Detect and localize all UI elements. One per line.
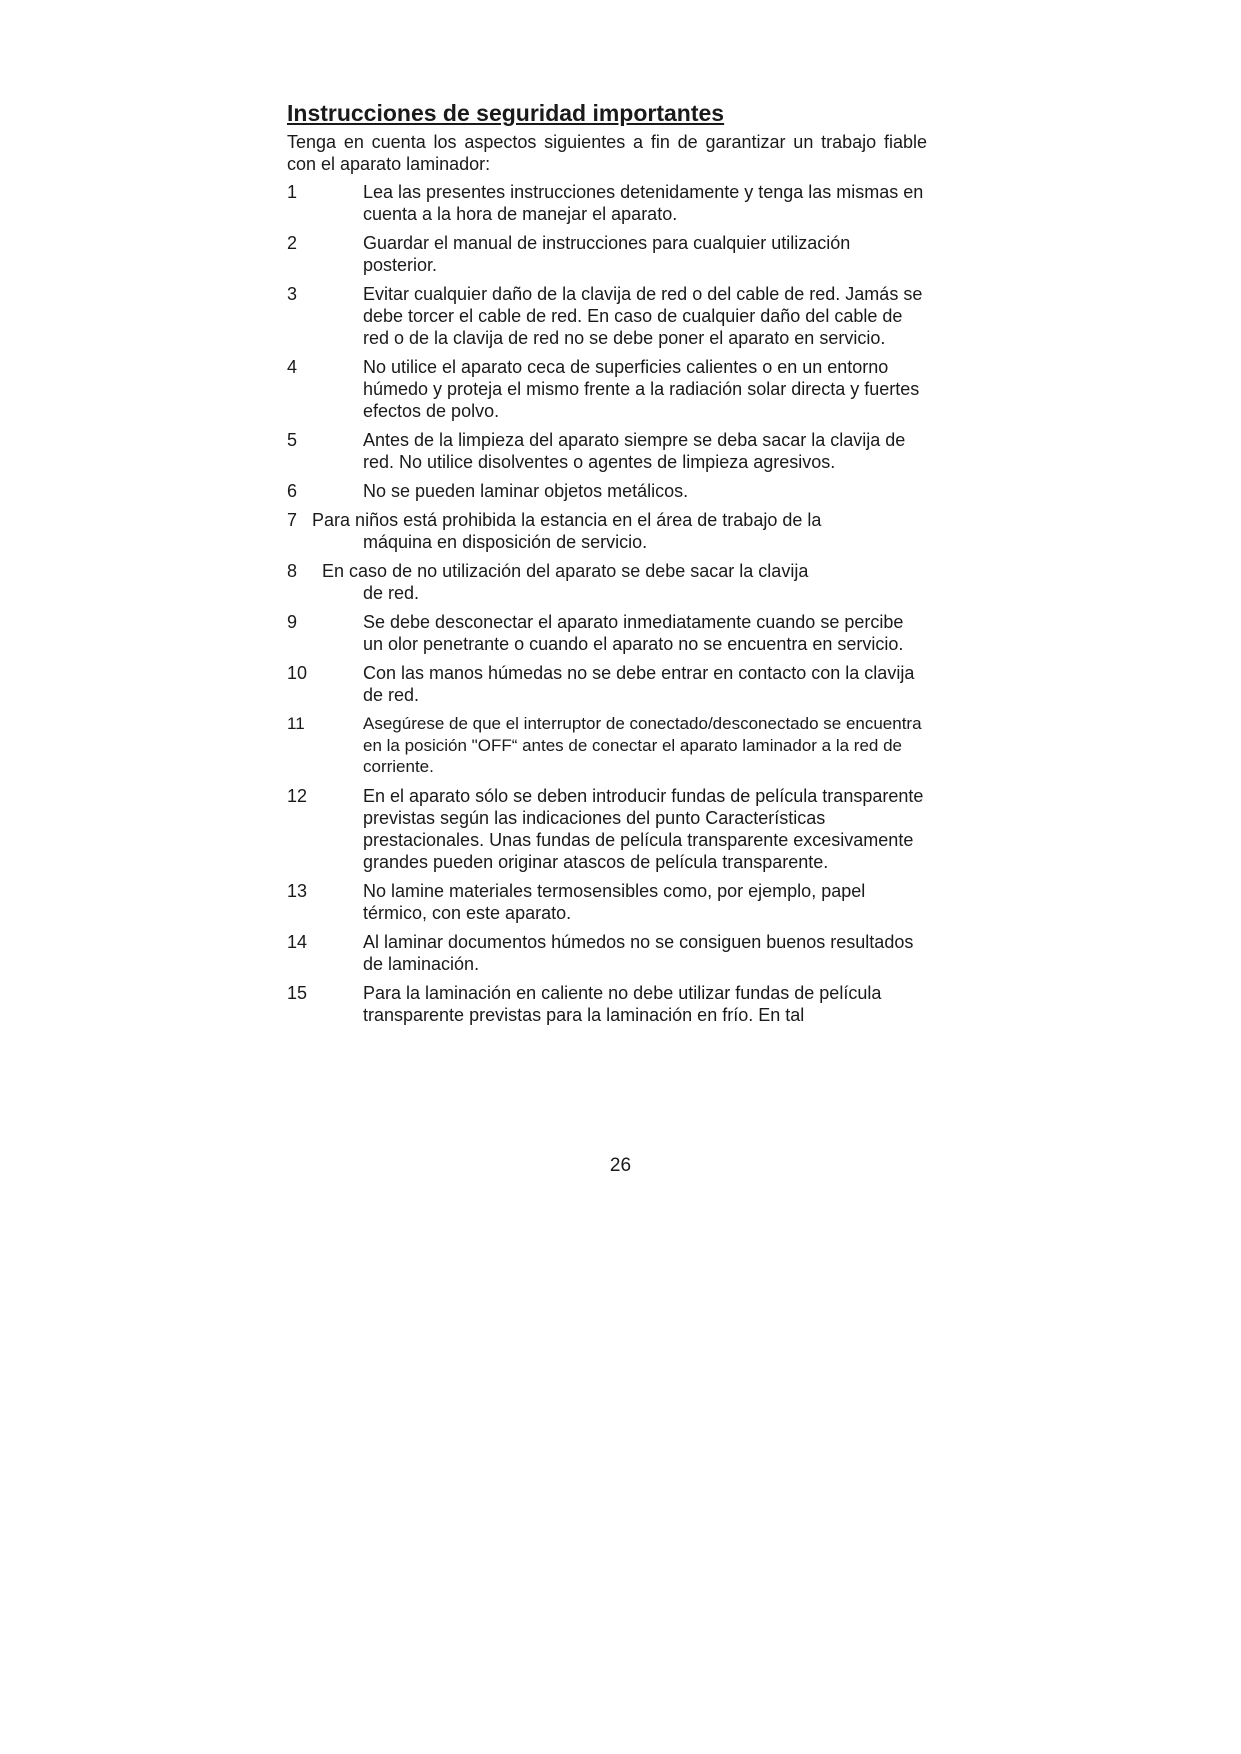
list-item <box>287 429 927 473</box>
item-lead-text: En caso de no utilización del aparato se debe sacar la clavija <box>322 561 809 581</box>
item-text: de red. <box>363 583 420 603</box>
item-lead-text: Para niños está prohibida la estancia en el área de trabajo de la <box>312 510 822 530</box>
list-item <box>287 356 927 422</box>
list-item <box>287 560 927 604</box>
item-text: Con las manos húmedas no se debe entrar en contacto con la clavija de red. <box>363 663 915 705</box>
item-number: 11 <box>287 714 305 733</box>
list-item <box>287 785 927 873</box>
item-text: Antes de la limpieza del aparato siempre se deba sacar la clavija de red. No utilice disolventes o agentes de limpieza agresivos. <box>363 430 906 472</box>
item-number: 7 <box>287 510 298 530</box>
item-number: 2 <box>287 233 298 253</box>
item-number: 8 <box>287 561 298 581</box>
page-content <box>287 100 927 1033</box>
page-number: 26 <box>609 1155 632 1176</box>
item-number: 3 <box>287 284 298 304</box>
list-item <box>287 880 927 924</box>
item-lead-line <box>287 509 927 531</box>
item-text: Evitar cualquier daño de la clavija de red o del cable de red. Jamás se debe torcer el cable de red. En caso de cualquier daño del cable de red o de la clavija de red no se debe poner el aparato en servicio. <box>363 284 923 348</box>
item-text: No lamine materiales termosensibles como, por ejemplo, papel térmico, con este aparato. <box>363 880 866 923</box>
item-text: Asegúrese de que el interruptor de conectado/desconectado se encuentra en la posición "OFF“ antes de conectar el aparato laminador a la red de corriente. <box>363 714 922 776</box>
item-number: 10 <box>287 663 308 683</box>
item-number: 13 <box>287 880 308 901</box>
list-item <box>287 480 927 502</box>
item-text: Al laminar documentos húmedos no se consiguen buenos resultados de laminación. <box>363 931 914 974</box>
item-text: En el aparato sólo se deben introducir fundas de película transparente previstas según las indicaciones del punto Características prestacionales. Unas fundas de película transparente excesivamente grandes pueden originar atascos de película transparente. <box>363 785 924 872</box>
item-text: Lea las presentes instrucciones detenidamente y tenga las mismas en cuenta a la hora de manejar el aparato. <box>363 182 924 224</box>
list-item <box>287 982 927 1026</box>
item-number: 4 <box>287 357 298 377</box>
list-item <box>287 931 927 975</box>
list-item <box>287 232 927 276</box>
item-number: 15 <box>287 982 308 1003</box>
item-text: No se pueden laminar objetos metálicos. <box>363 481 689 501</box>
item-number: 9 <box>287 612 298 632</box>
safety-instruction-list <box>287 181 927 1026</box>
item-number: 6 <box>287 481 298 501</box>
item-text: Se debe desconectar el aparato inmediatamente cuando se percibe un olor penetrante o cuando el aparato no se encuentra en servicio. <box>363 612 904 654</box>
item-text: máquina en disposición de servicio. <box>363 532 648 552</box>
item-lead-line <box>287 560 927 582</box>
list-item <box>287 181 927 225</box>
item-number: 5 <box>287 430 298 450</box>
list-item <box>287 713 927 778</box>
item-number: 14 <box>287 931 308 952</box>
section-title: Instrucciones de seguridad importantes <box>287 100 725 126</box>
intro-paragraph: Tenga en cuenta los aspectos siguientes a fin de garantizar un trabajo fiable con el aparato laminador: <box>287 132 927 174</box>
item-text: Guardar el manual de instrucciones para cualquier utilización posterior. <box>363 233 851 275</box>
item-lead <box>287 509 821 531</box>
item-number: 12 <box>287 785 308 806</box>
item-text: No utilice el aparato ceca de superficies calientes o en un entorno húmedo y proteja el mismo frente a la radiación solar directa y fuertes efectos de polvo. <box>363 357 920 421</box>
item-text: Para la laminación en caliente no debe utilizar fundas de película transparente previstas para la laminación en frío. En tal <box>363 982 882 1025</box>
list-item <box>287 509 927 553</box>
list-item <box>287 611 927 655</box>
list-item <box>287 662 927 706</box>
list-item <box>287 283 927 349</box>
item-lead <box>287 560 808 582</box>
item-number: 1 <box>287 182 298 202</box>
